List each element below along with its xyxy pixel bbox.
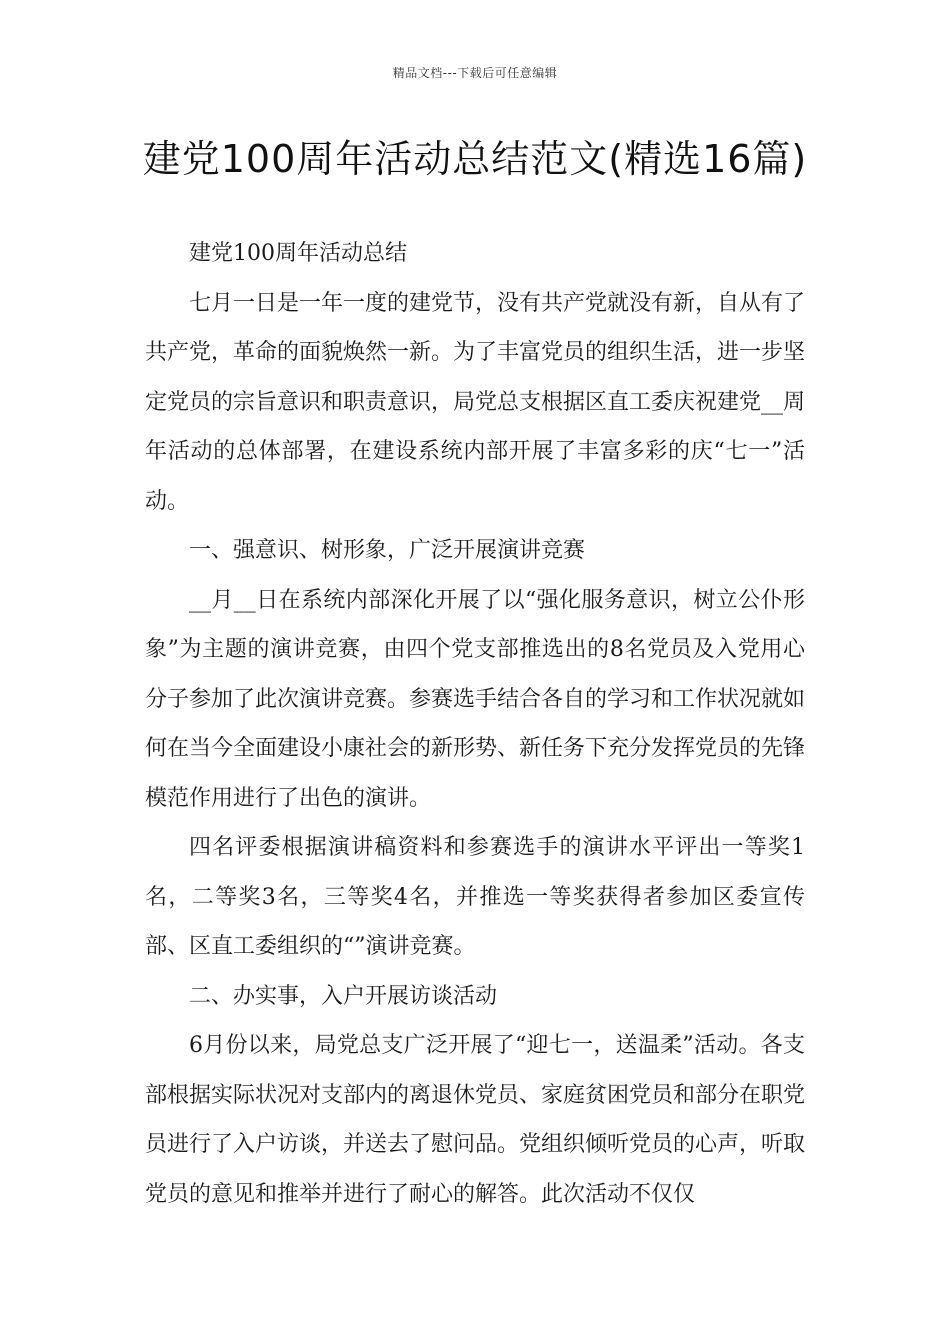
header-note: 精品文档---下载后可任意编辑 — [392, 66, 558, 80]
document-body — [145, 229, 805, 1219]
paragraph-subtitle: 建党100周年活动总结 — [189, 241, 407, 266]
section-heading-1: 一、强意识、树形象，广泛开展演讲竞赛 — [189, 538, 586, 563]
section-heading-2: 二、办实事，入户开展访谈活动 — [189, 983, 498, 1009]
paragraph-speech-contest: __月__日在系统内部深化开展了以“强化服务意识，树立公仆形象”为主题的演讲竞赛，由四个党支部推选出的8名党员及入党用心分子参加了此次演讲竞赛。参赛选手结合各自的学习和工作状况就如何在当今全面建设小康社会的新形势、新任务下充分发挥党员的先锋模范作用进行了出色的演讲。 — [145, 587, 806, 811]
paragraph-intro: 七月一日是一年一度的建党节，没有共产党就没有新，自从有了共产党，革命的面貌焕然一新。为了丰富党员的组织生活，进一步坚定党员的宗旨意识和职责意识，局党总支根据区直工委庆祝建党__周年活动的总体部署，在建设系统内部开展了丰富多彩的庆“七一”活动。 — [145, 290, 806, 514]
document-title: 建党100周年活动总结范文(精选16篇) — [142, 137, 808, 181]
paragraph-judges: 四名评委根据演讲稿资料和参赛选手的演讲水平评出一等奖1名，二等奖3名，三等奖4名，并推选一等奖获得者参加区委宣传部、区直工委组织的“”演讲竞赛。 — [145, 835, 805, 959]
paragraph-home-visits: 6月份以来，局党总支广泛开展了“迎七一，送温柔”活动。各支部根据实际状况对支部内的离退休党员、家庭贫困党员和部分在职党员进行了入户访谈，并送去了慰问品。党组织倾听党员的心声，听取党员的意见和推举并进行了耐心的解答。此次活动不仅仅 — [145, 1033, 806, 1207]
